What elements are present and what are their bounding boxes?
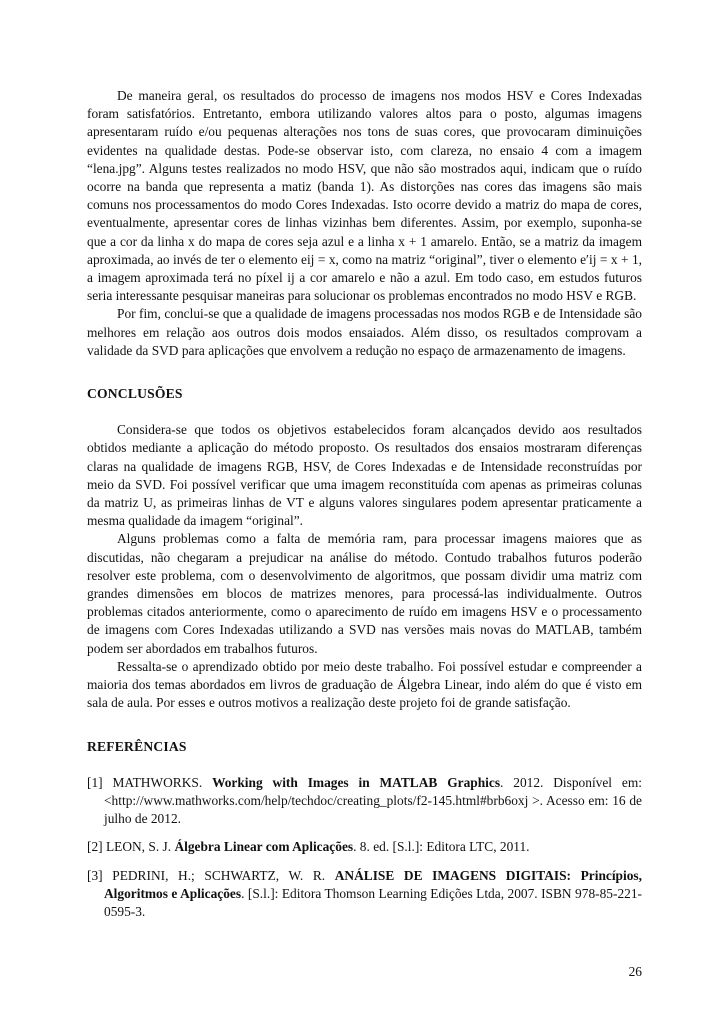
reference-title: Working with Images in MATLAB Graphics: [212, 774, 501, 790]
section-heading-references: REFERÊNCIAS: [87, 738, 187, 754]
reference-details: . 2012. Disponível em: <http://www.mathworks.com/help/techdoc/creating_plots/f2-145.html#brb6oxj >. Acesso em: 16 de julho de 2012.: [104, 774, 642, 827]
body-paragraph: Por fim, conclui-se que a qualidade de imagens processadas nos modos RGB e de Intensidade são melhores em relação aos outros dois modos ensaiados. Além disso, os resultados comprovam a validade da SVD para aplicações que envolvem a redução no espaço de armazenamento de imagens.: [87, 306, 642, 358]
reference-details: . [S.l.]: Editora Thomson Learning Edições Ltda, 2007. ISBN 978-85-221-0595-3.: [104, 885, 642, 919]
reference-authors: PEDRINI, H.; SCHWARTZ, W. R.: [112, 867, 326, 883]
body-paragraph: Alguns problemas como a falta de memória ram, para processar imagens maiores que as discutidas, não chegaram a prejudicar na análise do método. Contudo trabalhos futuros poderão resolver este problema, com o desenvolvimento de algoritmos, que possam dividir uma matriz com grandes dimensões em blocos de matrizes menores, para processá-las individualmente. Outros problemas citados anteriormente, como o aparecimento de ruído em imagens HSV e o processamento de imagens com Cores Indexadas utilizando a SVD nas versões mais novas do MATLAB, também podem ser abordados em trabalhos futuros.: [87, 531, 642, 656]
section-heading-conclusions: CONCLUSÕES: [87, 386, 183, 402]
page-number: 26: [628, 964, 642, 979]
reference-authors: MATHWORKS.: [112, 774, 203, 790]
reference-details: . 8. ed. [S.l.]: Editora LTC, 2011.: [353, 839, 530, 855]
body-paragraph: Ressalta-se o aprendizado obtido por meio deste trabalho. Foi possível estudar e compreender a maioria dos temas abordados em livros de graduação de Álgebra Linear, indo além do que é visto em sala de aula. Por esses e outros motivos a realização deste projeto foi de grande satisfação.: [87, 658, 642, 711]
reference-title: Álgebra Linear com Aplicações: [174, 839, 354, 855]
reference-item: [87, 867, 642, 922]
reference-item: [87, 838, 642, 856]
reference-item: [87, 774, 642, 829]
reference-number: [3]: [87, 867, 103, 883]
reference-authors: LEON, S. J.: [105, 839, 172, 855]
reference-number: [2]: [87, 839, 103, 855]
reference-title: ANÁLISE DE IMAGENS DIGITAIS: Princípios, Algoritmos e Aplicações: [104, 867, 642, 901]
reference-number: [1]: [87, 774, 103, 790]
body-paragraph: De maneira geral, os resultados do processo de imagens nos modos HSV e Cores Indexadas foram satisfatórios. Entretanto, embora utilizando valores altos para o posto, algumas imagens apresentaram ruído e/ou pequenas alterações nos tons de suas cores, que provocaram diminuições evidentes na qualidade destas. Pode-se observar isto, com clareza, no ensaio 4 com a imagem “lena.jpg”. Alguns testes realizados no modo HSV, que não são mostrados aqui, indicam que o ruído ocorre na banda que representa a matiz (banda 1). As distorções nas cores das imagens são mais comuns nos processamentos do modo Cores Indexadas. Isto ocorre devido a matriz do mapa de cores, eventualmente, apresentar cores de linhas vizinhas bem diferentes. Assim, por exemplo, suponha-se que a cor da linha x do mapa de cores seja azul e a linha x + 1 amarelo. Então, se a matriz da imagem aproximada, ao invés de ter o elemento eij = x, como na matriz “original”, tiver o elemento e′ij = x + 1, a imagem aproximada terá no píxel ij a cor amarelo e não a azul. Em todo caso, em estudos futuros seria interessante pesquisar maneiras para solucionar os problemas encontrados no modo HSV e RGB.: [87, 88, 642, 304]
body-paragraph: Considera-se que todos os objetivos estabelecidos foram alcançados devido aos resultados obtidos mediante a aplicação do método proposto. Os resultados dos ensaios mostraram diferenças claras na qualidade de imagens RGB, HSV, de Cores Indexadas e de Intensidade reconstruídas por meio da SVD. Foi possível verificar que uma imagem reconstituída com apenas as primeiras colunas da matriz U, as primeiras linhas de VT e alguns valores singulares podem apresentar praticamente a mesma qualidade da imagem “original”.: [87, 422, 642, 529]
page-content: [87, 87, 642, 931]
